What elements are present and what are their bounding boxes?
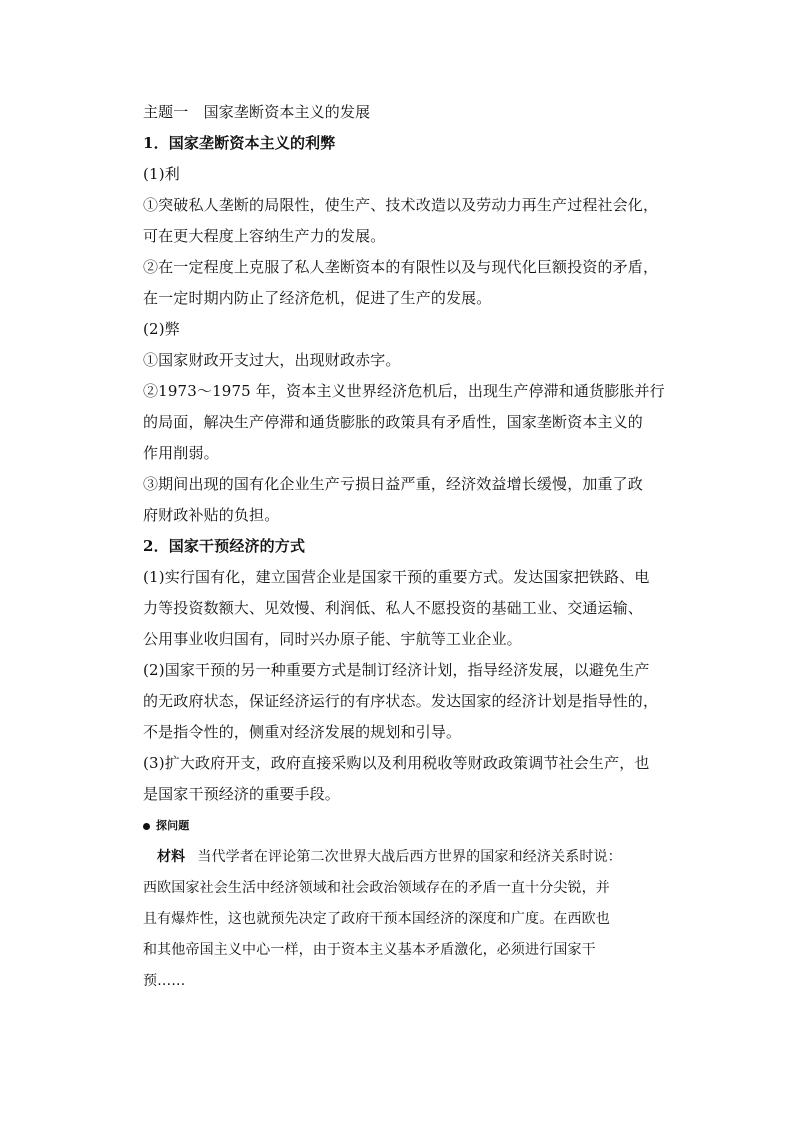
bullet-icon [143, 823, 150, 830]
disadvantage-2-line-3: 作用削弱。 [143, 444, 219, 462]
way-2-line-1: (2)国家干预的另一种重要方式是制订经济计划，指导经济发展，以避免生产 [143, 661, 650, 679]
way-1-line-1: (1)实行国有化，建立国营企业是国家干预的重要方式。发达国家把铁路、电 [143, 568, 650, 586]
document-content [143, 97, 678, 997]
disadvantage-3-line-2: 府财政补贴的负担。 [143, 506, 280, 524]
way-2-line-3: 不是指令性的，侧重对经济发展的规划和引导。 [143, 723, 462, 741]
advantages-label: (1)利 [143, 165, 180, 183]
disadvantage-2-line-2: 的局面，解决生产停滞和通货膨胀的政策具有矛盾性，国家垄断资本主义的 [143, 413, 643, 431]
material-line-4: 和其他帝国主义中心一样，由于资本主义基本矛盾激化，必须进行国家干 [143, 942, 596, 958]
disadvantage-2-line-1: ②1973～1975 年，资本主义世界经济危机后，出现生产停滞和通货膨胀并行 [143, 382, 665, 400]
section-2-title: 2．国家干预经济的方式 [143, 537, 306, 555]
material-line-3: 且有爆炸性，这也就预先决定了政府干预本国经济的深度和广度。在西欧也 [143, 911, 610, 927]
topic-heading: 主题一 国家垄断资本主义的发展 [143, 103, 371, 121]
way-3-line-1: (3)扩大政府开支，政府直接采购以及利用税收等财政政策调节社会生产，也 [143, 754, 650, 772]
material-line-5: 预…… [143, 973, 186, 989]
material-label: 材料 [157, 849, 186, 865]
material-block [143, 842, 678, 997]
way-3-line-2: 是国家干预经济的重要手段。 [143, 785, 340, 803]
material-line-2: 西欧国家社会生活中经济领域和社会政治领域存在的矛盾一直十分尖锐，并 [143, 880, 610, 896]
way-2-line-2: 的无政府状态，保证经济运行的有序状态。发达国家的经济计划是指导性的， [143, 692, 659, 710]
section-1-title: 1．国家垄断资本主义的利弊 [143, 134, 336, 152]
advantage-2-line-1: ②在一定程度上克服了私人垄断资本的有限性以及与现代化巨额投资的矛盾， [143, 258, 659, 276]
advantage-1-line-1: ①突破私人垄断的局限性，使生产、技术改造以及劳动力再生产过程社会化， [143, 196, 659, 214]
inquiry-heading [143, 814, 678, 838]
disadvantages-label: (2)弊 [143, 320, 180, 338]
material-line-1 [143, 842, 678, 873]
way-1-line-3: 公用事业收归国有，同时兴办原子能、宇航等工业企业。 [143, 630, 522, 648]
material-line-1-text: 当代学者在评论第二次世界大战后西方世界的国家和经济关系时说： [197, 849, 622, 865]
way-1-line-2: 力等投资数额大、见效慢、利润低、私人不愿投资的基础工业、交通运输、 [143, 599, 643, 617]
advantage-2-line-2: 在一定时期内防止了经济危机，促进了生产的发展。 [143, 289, 492, 307]
disadvantage-1: ①国家财政开支过大，出现财政赤字。 [143, 351, 401, 369]
disadvantage-3-line-1: ③期间出现的国有化企业生产亏损日益严重，经济效益增长缓慢，加重了政 [143, 475, 643, 493]
advantage-1-line-2: 可在更大程度上容纳生产力的发展。 [143, 227, 386, 245]
inquiry-label: 探问题 [156, 819, 190, 832]
